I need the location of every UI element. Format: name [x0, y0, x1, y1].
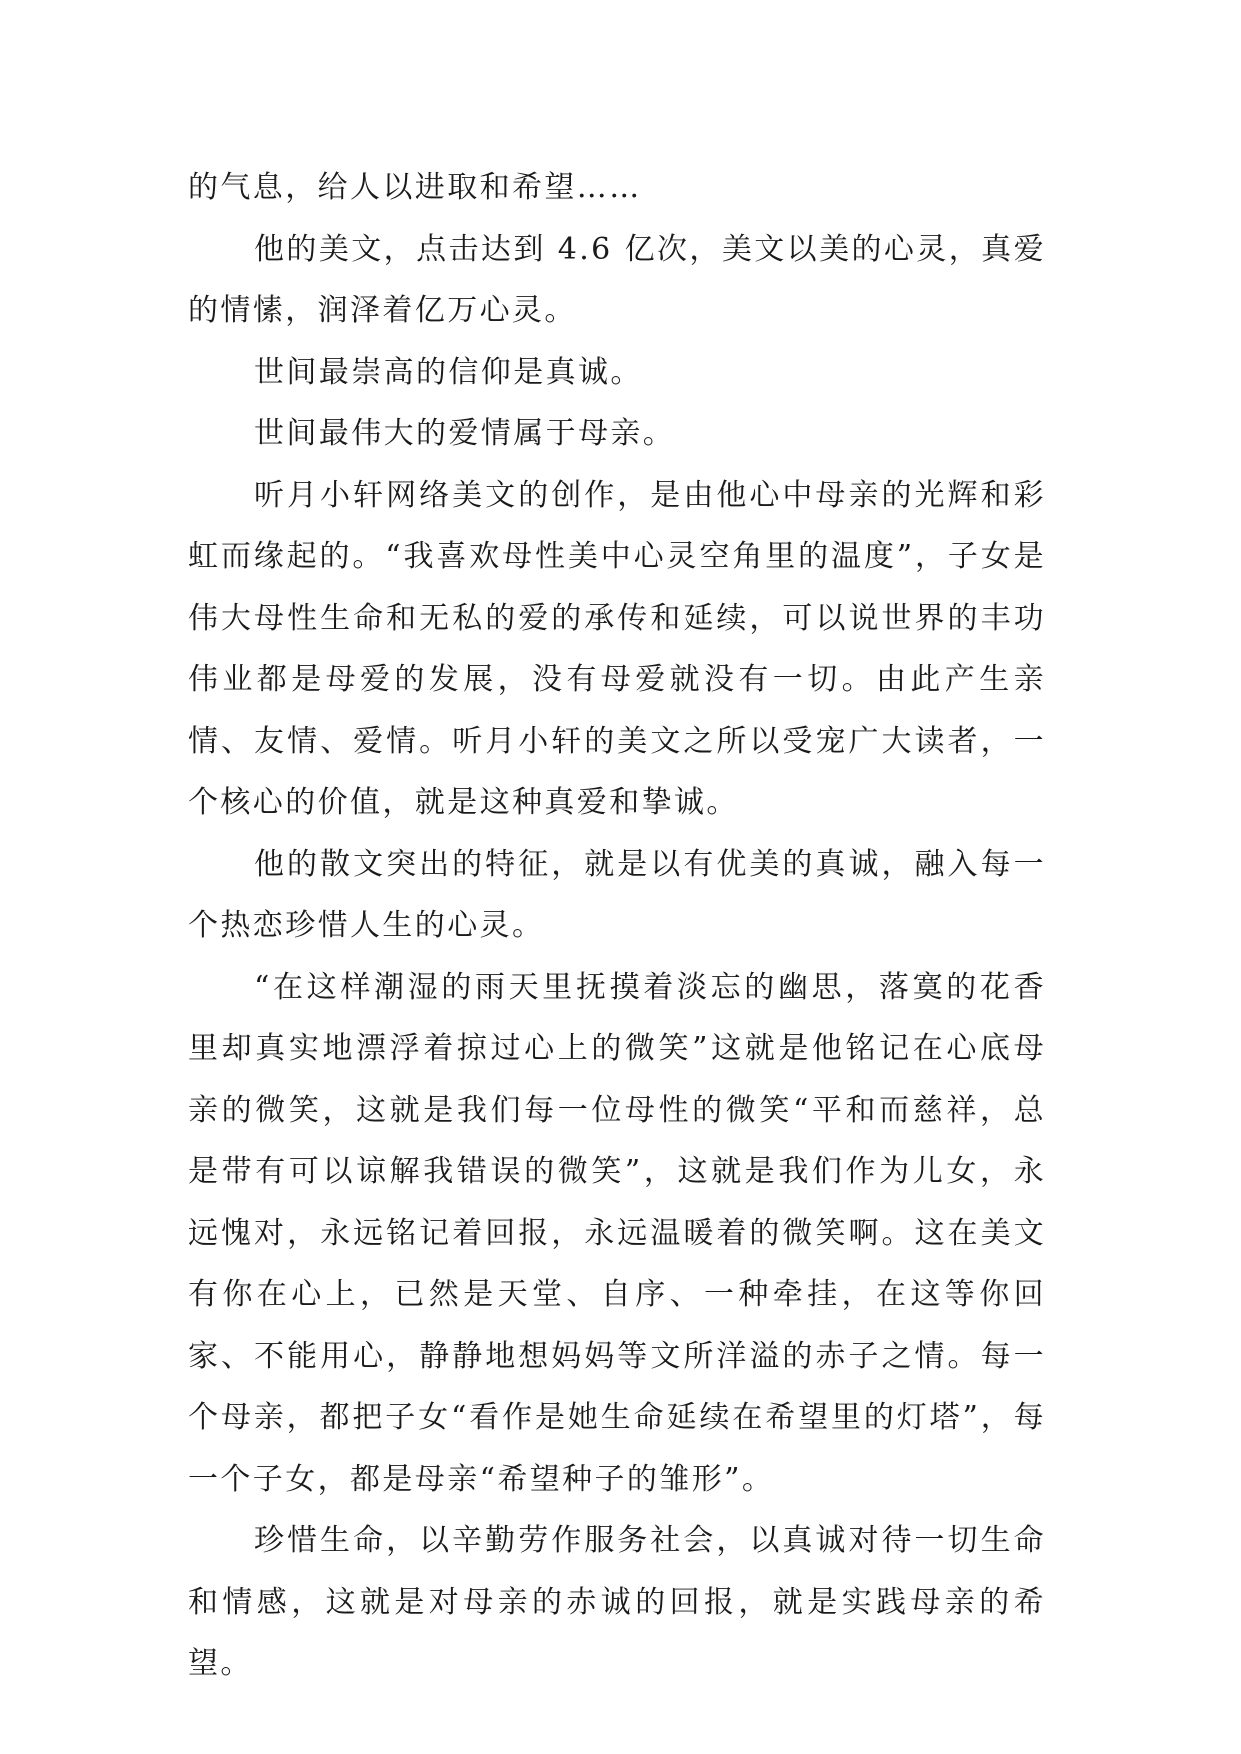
- paragraph-mother-smile: “在这样潮湿的雨天里抚摸着淡忘的幽思，落寞的花香里却真实地漂浮着掠过心上的微笑”这就是他铭记在心底母亲的微笑，这就是我们每一位母性的微笑“平和而慈祥，总是带有可以谅解我错误的微笑”，这就是我们作为儿女，永远愧对，永远铭记着回报，永远温暖着的微笑啊。这在美文有你在心上，已然是天堂、自序、一种牵挂，在这等你回家、不能用心，静静地想妈妈等文所洋溢的赤子之情。每一个母亲，都把子女“看作是她生命延续在希望里的灯塔”，每一个子女，都是母亲“希望种子的雏形”。: [188, 969, 1046, 1497]
- paragraph-prose-feature: 他的散文突出的特征，就是以有优美的真诚，融入每一个热恋珍惜人生的心灵。: [188, 846, 1046, 943]
- paragraph-cherish-life: 珍惜生命，以辛勤劳作服务社会，以真诚对待一切生命和情感，这就是对母亲的赤诚的回报，就是实践母亲的希望。: [188, 1523, 1046, 1681]
- document-body: [188, 157, 1046, 1695]
- paragraph-creation-origin: 听月小轩网络美文的创作，是由他心中母亲的光辉和彩虹而缘起的。“我喜欢母性美中心灵空角里的温度”，子女是伟大母性生命和无私的爱的承传和延续，可以说世界的丰功伟业都是母爱的发展，没有母爱就没有一切。由此产生亲情、友情、爱情。听月小轩的美文之所以受宠广大读者，一个核心的价值，就是这种真爱和挚诚。: [188, 477, 1046, 820]
- paragraph-sincerity: 世间最崇高的信仰是真诚。: [254, 354, 643, 390]
- paragraph-continuation: 的气息，给人以进取和希望……: [188, 170, 642, 205]
- paragraph-mother-love: 世间最伟大的爱情属于母亲。: [254, 416, 676, 451]
- paragraph-click-count: 他的美文，点击达到 4.6 亿次，美文以美的心灵，真爱的情愫，润泽着亿万心灵。: [188, 231, 1046, 328]
